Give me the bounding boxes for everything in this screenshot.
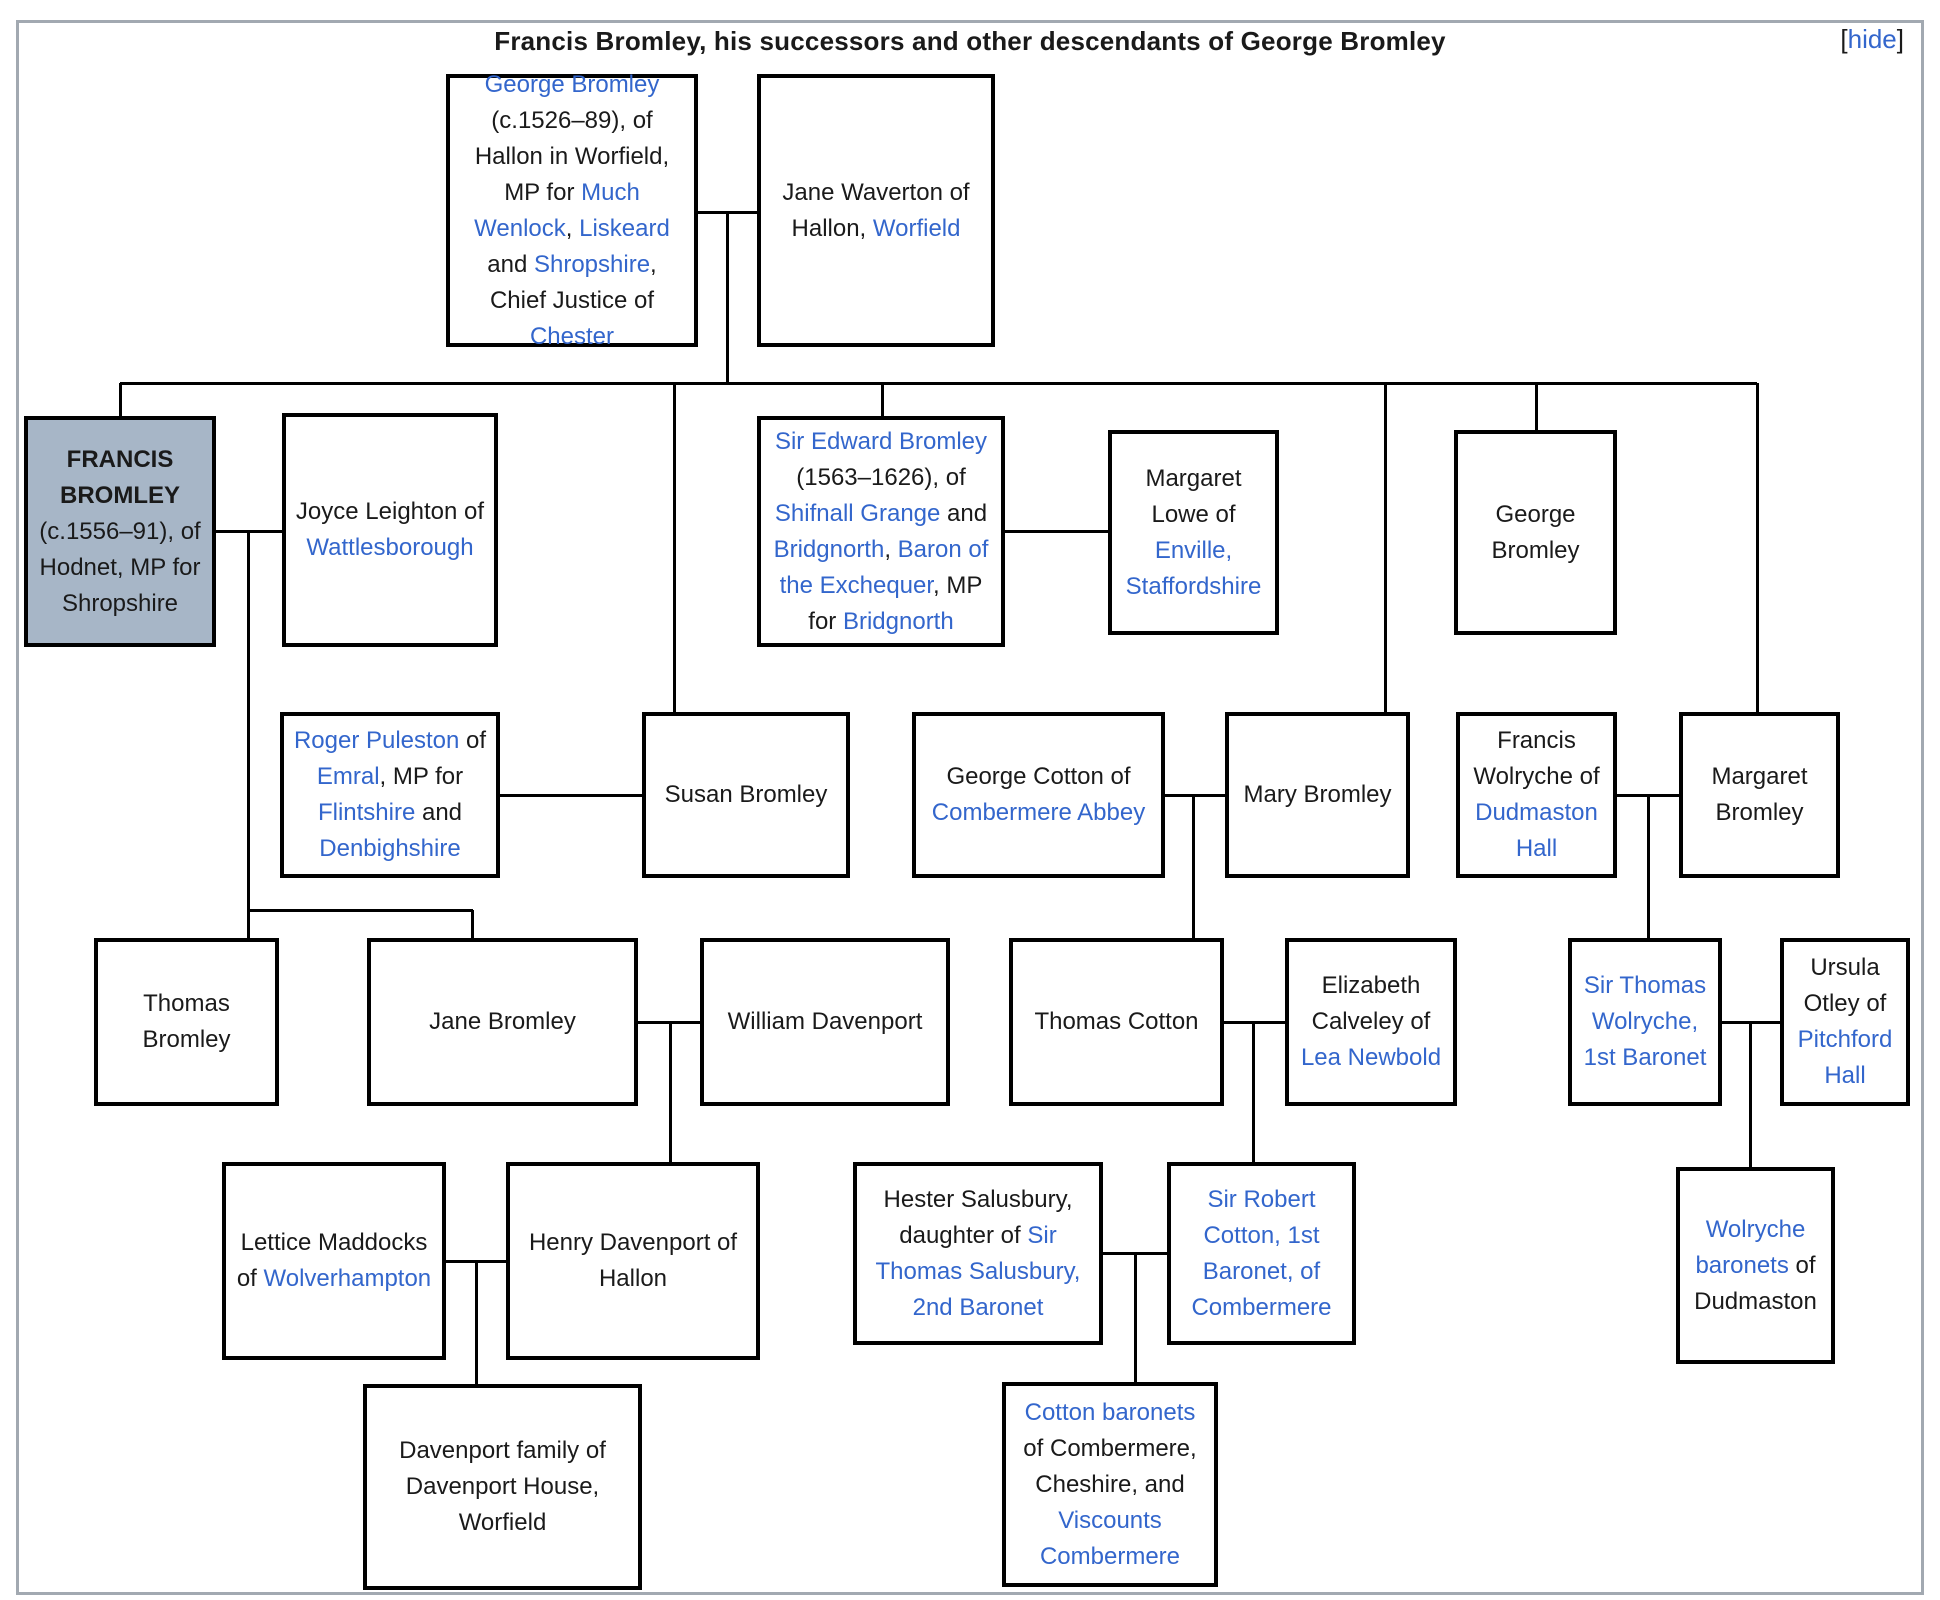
text-segment: Margaret Bromley <box>1711 763 1808 826</box>
wiki-link[interactable]: Dudmaston Hall <box>1475 799 1598 862</box>
wiki-link[interactable]: Much Wenlock <box>474 178 640 242</box>
text-segment: , MP for <box>379 763 464 790</box>
wiki-link[interactable]: George Bromley <box>484 70 660 98</box>
wiki-link[interactable]: Bridgnorth <box>842 607 954 635</box>
person-box-jane-bromley <box>367 938 638 1106</box>
text-segment: Thomas Cotton <box>1034 1008 1199 1035</box>
person-box-thomas-cotton <box>1009 938 1224 1106</box>
person-box-text <box>232 1225 436 1297</box>
person-box-text <box>104 986 269 1058</box>
person-box-edward-bromley <box>757 416 1005 647</box>
text-segment: William Davenport <box>727 1008 923 1035</box>
person-box-wolryche-baronets <box>1676 1167 1835 1364</box>
connector-line <box>1005 530 1108 533</box>
person-box-text <box>1686 1212 1825 1320</box>
person-box-henry-davenport <box>506 1162 760 1360</box>
text-segment: , <box>565 214 580 242</box>
person-box-text <box>373 1433 632 1541</box>
connector-line <box>669 1022 672 1163</box>
text-segment: George Bromley <box>1491 500 1580 564</box>
text-segment: (c.1556–91), of Hodnet, MP for Shropshire <box>39 517 201 617</box>
person-box-text <box>922 759 1155 831</box>
bracket-close: ] <box>1896 24 1904 54</box>
wiki-link[interactable]: Sir Robert Cotton, 1st Baronet, of Combermere <box>1191 1185 1332 1321</box>
person-box-thomas-wolryche <box>1568 938 1722 1106</box>
person-box-text <box>1177 1182 1346 1326</box>
text-segment: (1563–1626), of <box>796 463 966 491</box>
person-box-francis-wolryche <box>1456 712 1617 878</box>
person-box-mary-bromley <box>1225 712 1410 878</box>
person-box-jane-waverton <box>757 74 995 347</box>
text-segment: , Chief Justice of <box>489 250 657 314</box>
text-segment: Mary Bromley <box>1243 781 1392 808</box>
text-segment: , MP for <box>808 571 983 635</box>
text-segment: of <box>459 727 487 754</box>
connector-line <box>247 531 250 939</box>
text-segment: and <box>940 499 988 527</box>
person-box-text <box>516 1225 750 1297</box>
person-box-ursula-otley <box>1780 938 1910 1106</box>
text-segment: Henry Davenport of Hallon <box>528 1229 738 1292</box>
connector-line <box>1535 383 1538 431</box>
text-segment: of Dudmaston <box>1694 1251 1817 1315</box>
person-box-text <box>665 777 828 813</box>
person-box-text <box>1466 723 1607 867</box>
wiki-link[interactable]: Wolryche baronets <box>1695 1215 1806 1279</box>
person-box-text <box>456 67 688 355</box>
connector-line <box>1134 1253 1137 1383</box>
person-box-davenport-family <box>363 1384 642 1590</box>
text-segment: Joyce Leighton of <box>295 498 485 525</box>
text-segment: Davenport family of Davenport House, Worfield <box>399 1437 606 1536</box>
connector-line <box>1252 1022 1255 1163</box>
connector-line <box>881 383 884 417</box>
person-box-text <box>1118 461 1269 605</box>
collapse-control <box>1840 24 1904 55</box>
wiki-link[interactable]: Chester <box>529 322 615 350</box>
text-segment: , <box>884 535 898 563</box>
person-box-text <box>1790 950 1900 1094</box>
wiki-link[interactable]: Denbighshire <box>319 835 461 862</box>
person-box-text <box>34 442 206 622</box>
text-segment: Jane Bromley <box>429 1008 576 1035</box>
text-segment: Jane Waverton of Hallon, <box>782 178 970 242</box>
person-box-roger-puleston <box>280 712 500 878</box>
wiki-link[interactable]: Baron of the Exchequer <box>779 535 989 599</box>
text-segment: Margaret Lowe of <box>1145 464 1242 528</box>
person-box-text <box>1012 1395 1208 1575</box>
text-segment: and <box>415 799 463 826</box>
connector-line <box>1384 383 1387 713</box>
wiki-link[interactable]: Emral <box>316 763 380 790</box>
hide-link[interactable]: hide <box>1847 24 1897 54</box>
wiki-link[interactable]: Wattlesborough <box>306 534 474 561</box>
person-box-text <box>1578 968 1712 1076</box>
connector-line <box>1756 383 1759 713</box>
wiki-link[interactable]: Shifnall Grange <box>774 499 941 527</box>
person-box-robert-cotton <box>1167 1162 1356 1345</box>
wiki-link[interactable]: Sir Thomas Salusbury, 2nd Baronet <box>875 1221 1081 1321</box>
connector-line <box>726 212 729 384</box>
person-box-text <box>767 424 995 640</box>
person-box-text <box>767 175 985 247</box>
person-box-text <box>292 494 488 566</box>
bracket-open: [ <box>1840 24 1848 54</box>
person-box-george-bromley-sr <box>446 70 698 350</box>
person-box-george-bromley-jr <box>1454 430 1617 635</box>
person-box-lettice-maddocks <box>222 1162 446 1360</box>
wiki-link[interactable]: Bridgnorth <box>773 535 885 563</box>
text-segment: George Cotton of <box>946 763 1131 790</box>
wiki-link[interactable]: Wolverhampton <box>263 1265 432 1292</box>
person-box-text <box>1464 497 1607 569</box>
person-box-susan-bromley <box>642 712 850 878</box>
connector-line <box>119 383 122 417</box>
text-segment: Lettice Maddocks of <box>236 1229 428 1292</box>
text-segment: Susan Bromley <box>664 781 828 808</box>
wiki-link[interactable]: Lea Newbold <box>1300 1044 1442 1071</box>
person-box-george-cotton <box>912 712 1165 878</box>
person-box-francis-bromley <box>24 416 216 647</box>
connector-line <box>120 382 1757 385</box>
connector-line <box>1749 1022 1752 1168</box>
wiki-link[interactable]: Worfield <box>872 214 961 242</box>
person-box-text <box>1295 968 1447 1076</box>
text-segment: Hester Salusbury, daughter of <box>883 1185 1073 1249</box>
person-box-text <box>1034 1004 1198 1040</box>
text-segment: (c.1526–89), of Hallon in Worfield, MP for <box>474 106 670 206</box>
person-box-joyce-leighton <box>282 413 498 647</box>
person-box-text <box>290 723 490 867</box>
connector-line <box>1192 795 1195 939</box>
person-box-margaret-bromley <box>1679 712 1840 878</box>
chart-title: Francis Bromley, his successors and other descendants of George Bromley <box>494 26 1446 56</box>
text-segment: FRANCIS BROMLEY <box>60 445 180 509</box>
person-box-margaret-lowe <box>1108 430 1279 635</box>
text-segment: Ursula Otley of <box>1803 954 1887 1017</box>
wiki-link[interactable]: Cotton baronets <box>1024 1398 1196 1426</box>
person-box-thomas-bromley <box>94 938 279 1106</box>
text-segment: of Combermere, Cheshire, and <box>1023 1434 1197 1498</box>
person-box-text <box>863 1182 1093 1326</box>
connector-line <box>1165 794 1225 797</box>
text-segment: Thomas Bromley <box>142 990 231 1053</box>
wiki-link[interactable]: Combermere Abbey <box>931 799 1146 826</box>
wiki-link[interactable]: Sir Thomas Wolryche, 1st Baronet <box>1583 972 1707 1071</box>
wiki-link[interactable]: Sir Edward Bromley <box>774 427 988 455</box>
connector-line <box>471 910 474 939</box>
person-box-text <box>1243 777 1391 813</box>
person-box-text <box>728 1004 923 1040</box>
wiki-link[interactable]: Flintshire <box>317 799 416 826</box>
wiki-link[interactable]: Shropshire <box>533 250 651 278</box>
person-box-text <box>429 1004 576 1040</box>
text-segment: and <box>487 250 534 278</box>
connector-line <box>500 794 642 797</box>
wiki-link[interactable]: Roger Puleston <box>293 727 460 754</box>
person-box-hester-salusbury <box>853 1162 1103 1345</box>
person-box-elizabeth-calveley <box>1285 938 1457 1106</box>
connector-line <box>673 383 676 713</box>
wiki-link[interactable]: Pitchford Hall <box>1797 1026 1893 1089</box>
person-box-cotton-baronets <box>1002 1382 1218 1587</box>
connector-line <box>1647 795 1650 939</box>
person-box-text <box>1689 759 1830 831</box>
wiki-link[interactable]: Viscounts Combermere <box>1039 1506 1181 1570</box>
wiki-link[interactable]: Enville, Staffordshire <box>1125 536 1262 600</box>
connector-line <box>475 1261 478 1385</box>
person-box-william-davenport <box>700 938 950 1106</box>
text-segment: Francis Wolryche of <box>1473 727 1600 790</box>
wiki-link[interactable]: Liskeard <box>579 214 670 242</box>
connector-line <box>248 909 473 912</box>
text-segment: Elizabeth Calveley of <box>1311 972 1431 1035</box>
